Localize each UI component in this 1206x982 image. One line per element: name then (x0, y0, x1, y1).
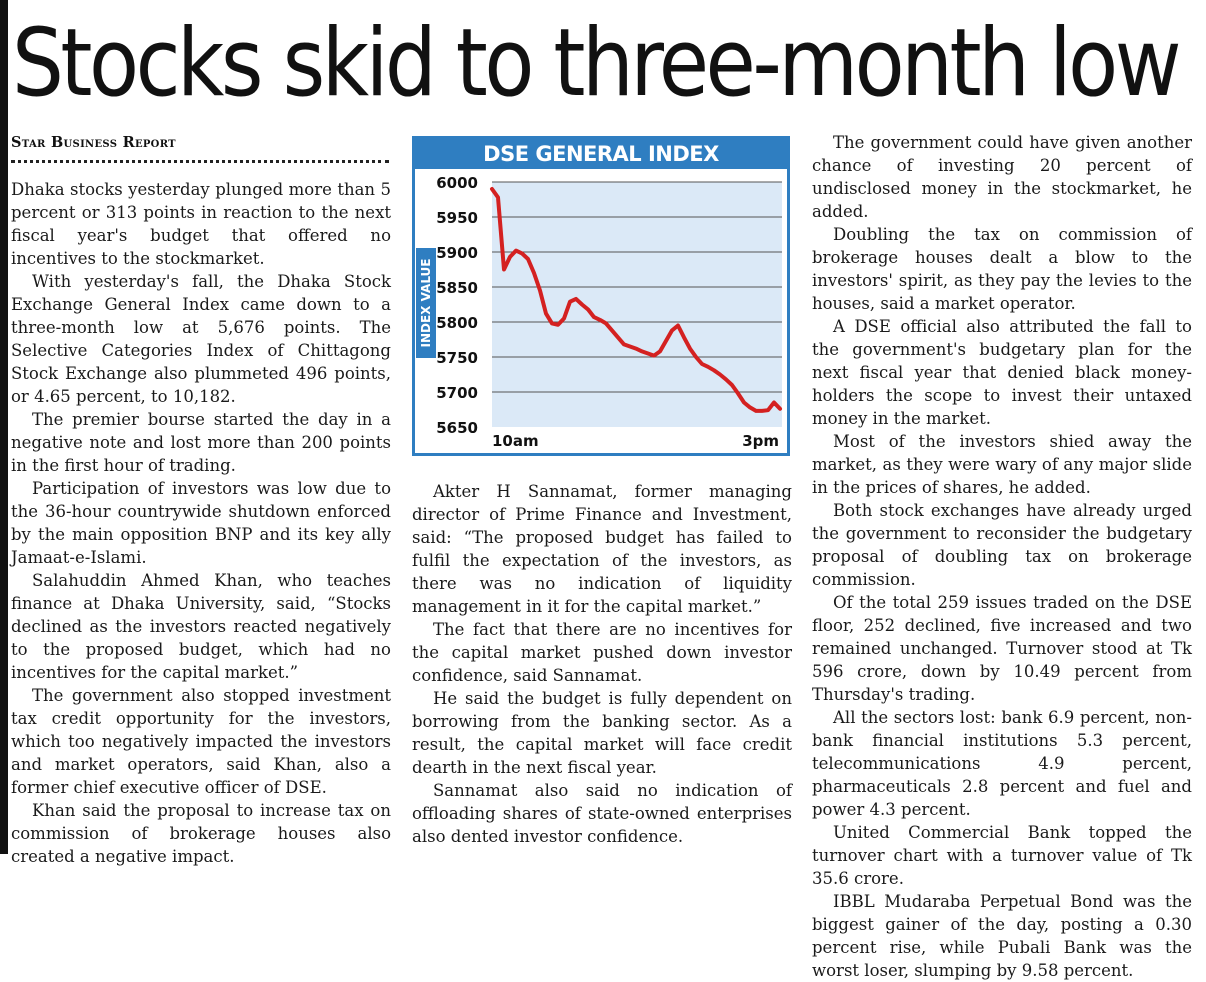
paragraph: Participation of investors was low due to the 36-hour countrywide shutdown enforced by the main opposition BNP and its key ally Jamaat-e-Islami. (11, 479, 391, 567)
chart-title: DSE GENERAL INDEX (415, 139, 787, 169)
y-tick-label: 6000 (436, 174, 478, 192)
article-column-2 (412, 480, 792, 848)
y-tick-label: 5900 (436, 244, 478, 262)
dse-index-chart (412, 136, 790, 456)
paragraph: Of the total 259 issues traded on the DSE floor, 252 declined, five increased and two remained unchanged. Turnover stood at Tk 596 crore, down by 10.49 percent from Thursday's trading. (812, 593, 1192, 704)
paragraph: Most of the investors shied away the market, as they were wary of any major slide in the prices of shares, he added. (812, 432, 1192, 497)
y-tick-label: 5700 (436, 384, 478, 402)
paragraph: Dhaka stocks yesterday plunged more than 5 percent or 313 points in reaction to the next fiscal year's budget that offered no incentives to the stockmarket. (11, 180, 391, 268)
y-tick-label: 5650 (436, 419, 478, 437)
y-tick-label: 5950 (436, 209, 478, 227)
paragraph: The government also stopped investment tax credit opportunity for the investors, which too negatively impacted the investors and market operators, said Khan, also a former chief executive officer of DSE. (11, 686, 391, 797)
dotted-divider (11, 160, 389, 163)
plot-background (492, 182, 782, 427)
article-column-1 (11, 178, 391, 868)
paragraph: He said the budget is fully dependent on borrowing from the banking sector. As a result, the capital market will face credit dearth in the next fiscal year. (412, 689, 792, 777)
byline: Star Business Report (11, 134, 176, 151)
y-tick-label: 5750 (436, 349, 478, 367)
paragraph: The fact that there are no incentives for the capital market pushed down investor confidence, said Sannamat. (412, 620, 792, 685)
paragraph: Khan said the proposal to increase tax on commission of brokerage houses also created a negative impact. (11, 801, 391, 866)
y-tick-label: 5850 (436, 279, 478, 297)
paragraph: Both stock exchanges have already urged the government to reconsider the budgetary proposal of doubling tax on brokerage commission. (812, 501, 1192, 589)
paragraph: All the sectors lost: bank 6.9 percent, non-bank financial institutions 5.3 percent, telecommunications 4.9 percent, pharmaceuticals 2.8 percent and fuel and power 4.3 percent. (812, 708, 1192, 819)
x-tick-label: 10am (492, 432, 539, 450)
y-tick-label: 5800 (436, 314, 478, 332)
paragraph: The premier bourse started the day in a negative note and lost more than 200 points in the first hour of trading. (11, 410, 391, 475)
article-column-3 (812, 131, 1192, 982)
paragraph: Doubling the tax on commission of brokerage houses dealt a blow to the investors' spirit, as they pay the levies to the houses, said a market operator. (812, 225, 1192, 313)
y-axis-label: INDEX VALUE (419, 258, 433, 348)
paragraph: The government could have given another chance of investing 20 percent of undisclosed money in the stockmarket, he added. (812, 133, 1192, 221)
x-tick-label: 3pm (742, 432, 779, 450)
paragraph: United Commercial Bank topped the turnover chart with a turnover value of Tk 35.6 crore. (812, 823, 1192, 888)
paragraph: Sannamat also said no indication of offloading shares of state-owned enterprises also dented investor confidence. (412, 781, 792, 846)
left-border-rule (0, 0, 8, 854)
paragraph: Akter H Sannamat, former managing director of Prime Finance and Investment, said: “The proposed budget has failed to fulfil the expectation of the investors, as there was no indication of liquidity management in it for the capital market.” (412, 482, 792, 616)
paragraph: IBBL Mudaraba Perpetual Bond was the biggest gainer of the day, posting a 0.30 percent rise, while Pubali Bank was the worst loser, slumping by 9.58 percent. (812, 892, 1192, 980)
paragraph: With yesterday's fall, the Dhaka Stock Exchange General Index came down to a three-month low at 5,676 points. The Selective Categories Index of Chittagong Stock Exchange also plummeted 496 points, or 4.65 percent, to 10,182. (11, 272, 391, 406)
headline: Stocks skid to three-month low (12, 9, 1179, 118)
paragraph: A DSE official also attributed the fall to the government's budgetary plan for the next fiscal year that denied black money-holders the scope to invest their untaxed money in the market. (812, 317, 1192, 428)
paragraph: Salahuddin Ahmed Khan, who teaches finance at Dhaka University, said, “Stocks declined as the investors reacted negatively to the proposed budget, which had no incentives for the capital market.” (11, 571, 391, 682)
chart-plot (415, 139, 787, 453)
